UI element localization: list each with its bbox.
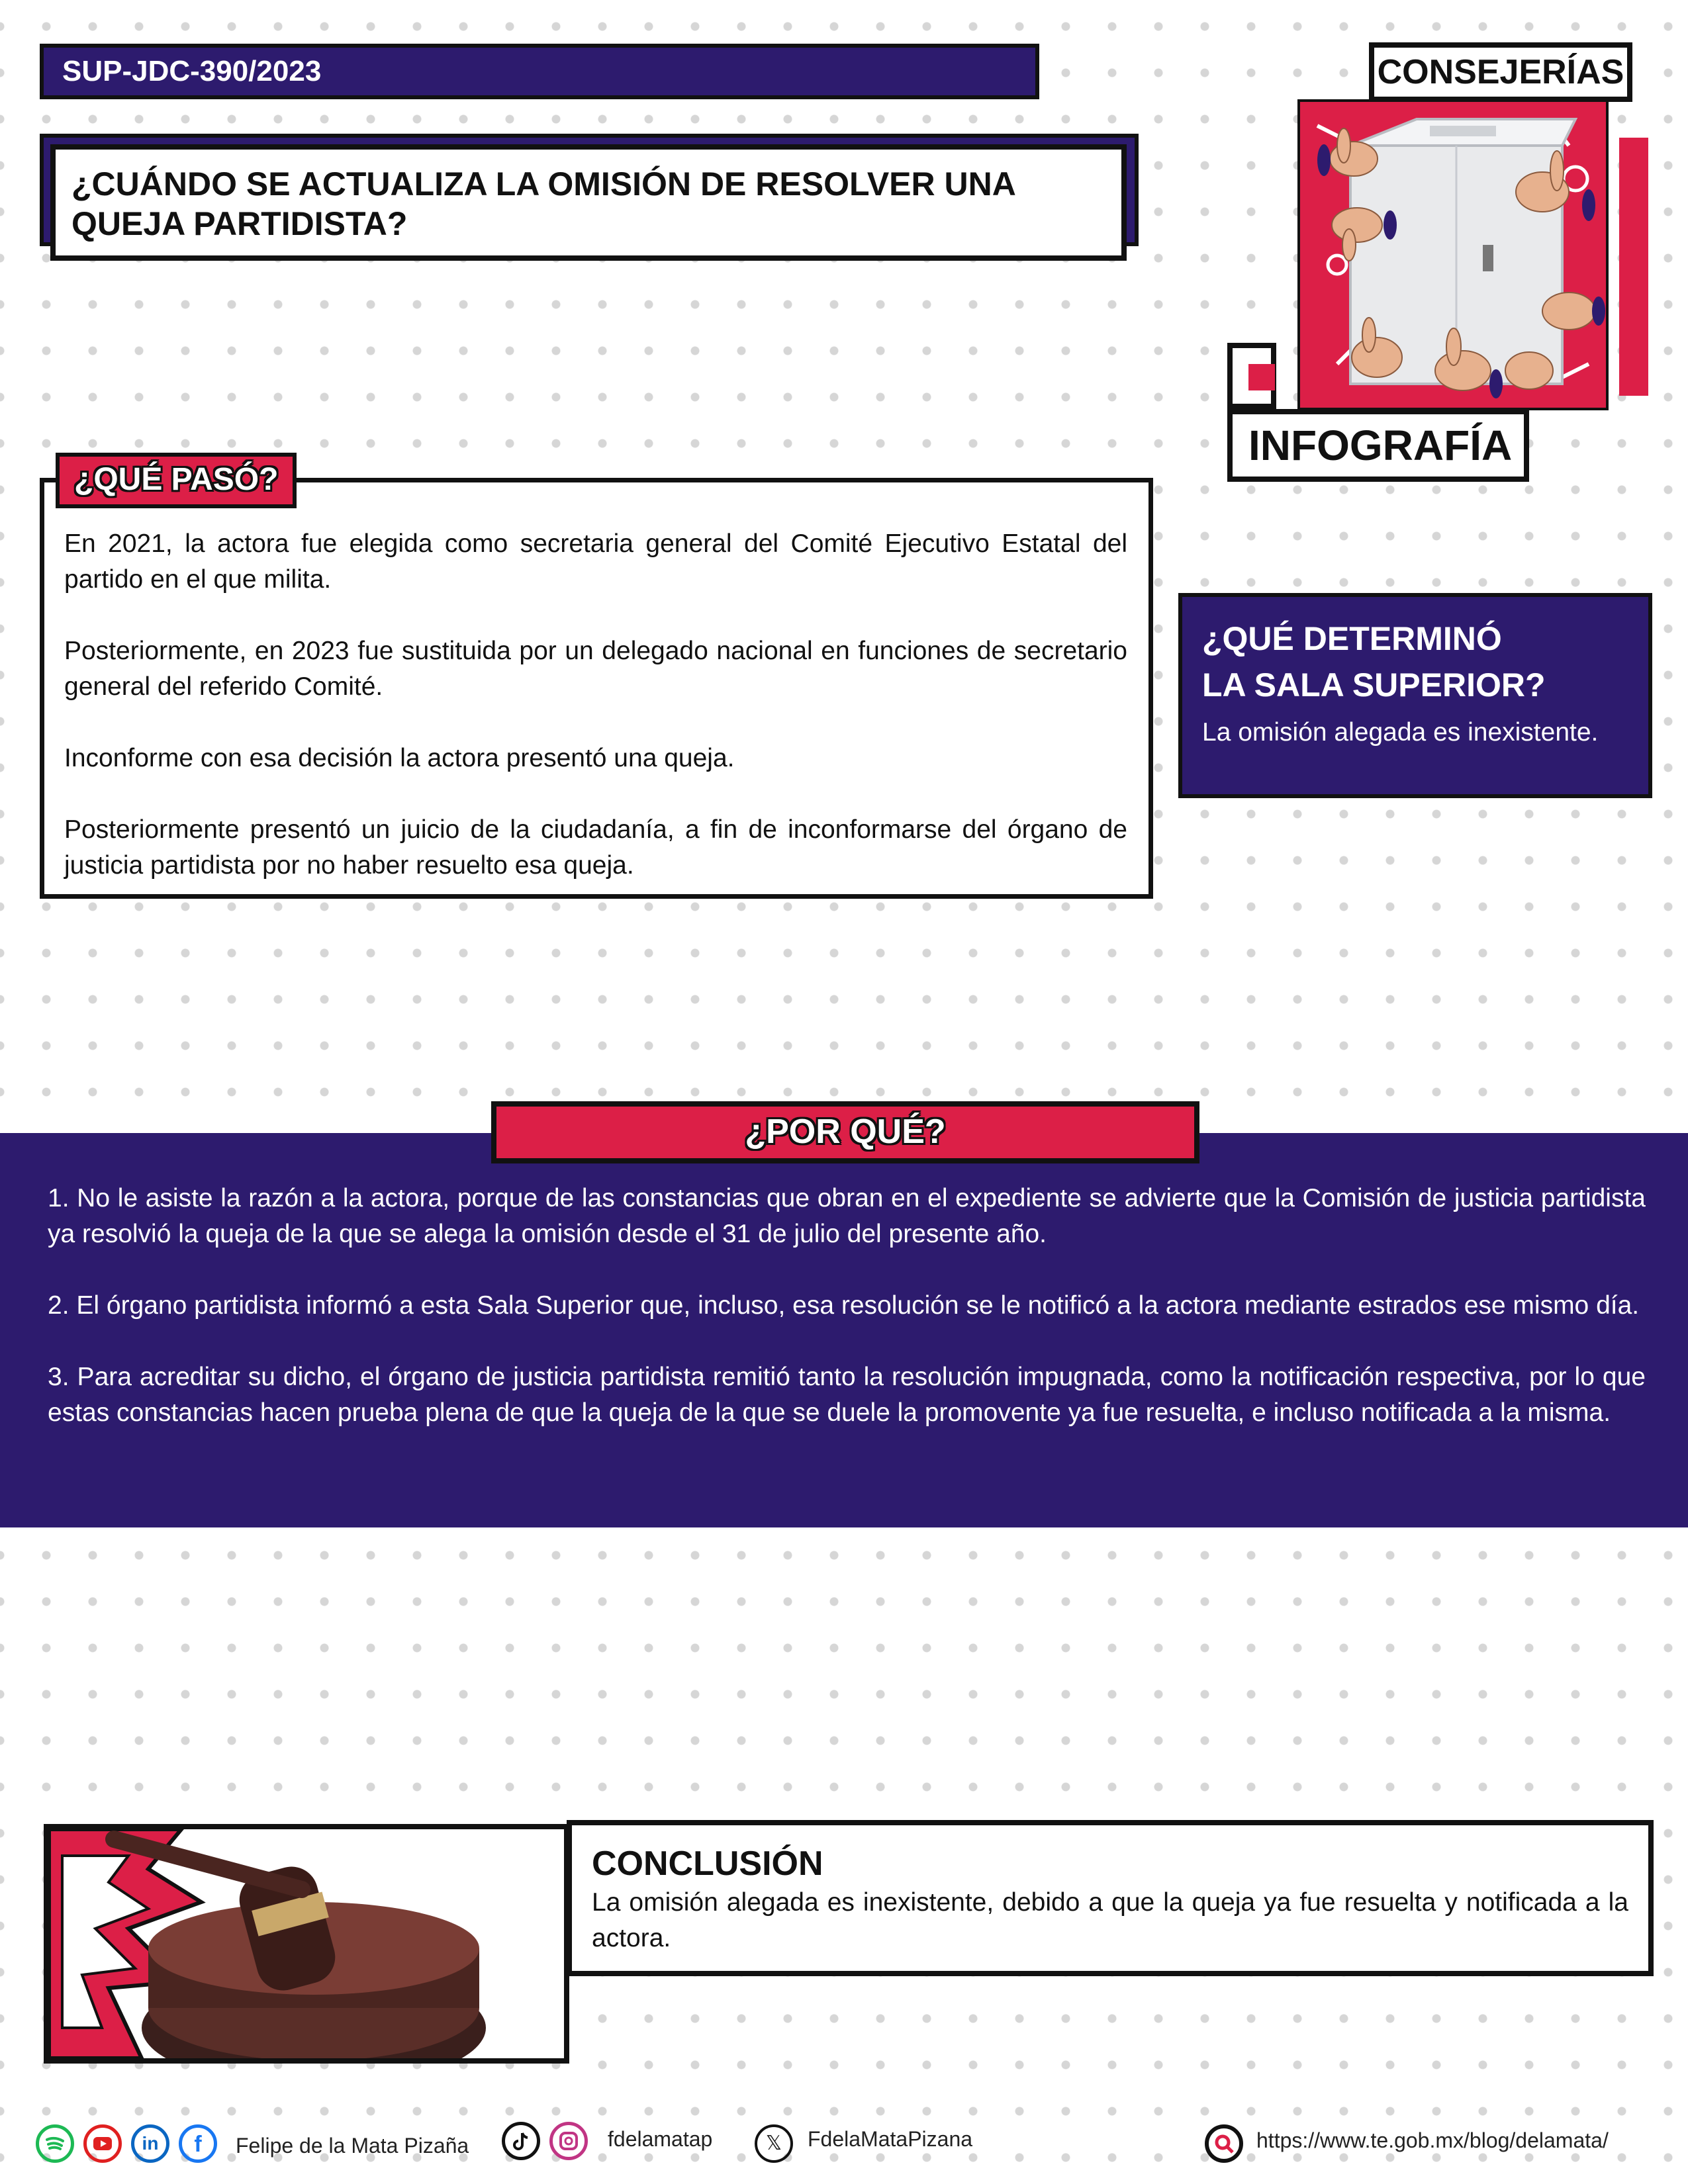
conclusion-text: La omisión alegada es inexistente, debido a que la queja ya fue resuelta y notificada a la actora. [592, 1888, 1628, 1952]
gavel-image [44, 1824, 569, 2064]
footer-name: Felipe de la Mata Pizaña [236, 2134, 469, 2158]
que-paso-box [40, 478, 1153, 899]
footer-handle: fdelamatap [608, 2127, 713, 2151]
que-determino-box [1178, 593, 1652, 798]
conclusion-box [567, 1820, 1654, 1976]
que-paso-label: ¿QUÉ PASÓ? [56, 453, 297, 508]
que-determino-title-line: LA SALA SUPERIOR? [1202, 666, 1546, 704]
que-determino-title-line: ¿QUÉ DETERMINÓ [1202, 620, 1502, 657]
page-title: ¿CUÁNDO SE ACTUALIZA LA OMISIÓN DE RESOLVER UNA QUEJA PARTIDISTA? [50, 144, 1127, 261]
case-number-bar [40, 44, 1039, 99]
que-paso-paragraph: Inconforme con esa decisión la actora presentó una queja. [64, 744, 735, 772]
que-paso-paragraph: En 2021, la actora fue elegida como secretaria general del Comité Ejecutivo Estatal del partido en el que milita. [64, 529, 1127, 594]
por-que-paragraph: 2. El órgano partidista informó a esta Sala Superior que, incluso, esa resolución se le notificó a la actora mediante estrados ese mismo día. [48, 1291, 1640, 1320]
tiktok-icon[interactable] [502, 2122, 540, 2160]
youtube-icon[interactable] [83, 2124, 122, 2163]
facebook-icon[interactable]: f [179, 2124, 217, 2163]
que-determino-title [1202, 615, 1628, 708]
case-number: SUP-JDC-390/2023 [62, 55, 322, 87]
que-determino-text: La omisión alegada es inexistente. [1202, 718, 1599, 747]
section-label-consejerias: CONSEJERÍAS [1369, 42, 1632, 102]
search-icon[interactable] [1205, 2124, 1243, 2163]
por-que-section [0, 1133, 1688, 1527]
spotify-icon[interactable] [36, 2124, 74, 2163]
footer-x-handle: FdelaMataPizana [808, 2127, 973, 2151]
por-que-paragraph: 1. No le asiste la razón a la actora, porque de las constancias que obran en el expediente se advierte que la Comisión de justicia partidista ya resolvió la queja de la que se alega la omisión desde el 31 de julio del presente año. [48, 1184, 1646, 1248]
footer-url[interactable]: https://www.te.gob.mx/blog/delamata/ [1256, 2128, 1609, 2152]
section-label-infografia: INFOGRAFÍA [1227, 409, 1529, 482]
que-paso-paragraph: Posteriormente presentó un juicio de la ciudadanía, a fin de inconformarse del órgano de justicia partidista por no haber resuelto esa queja. [64, 815, 1127, 880]
por-que-label: ¿POR QUÉ? [491, 1101, 1199, 1163]
ballot-box-thumbs-image [1297, 99, 1609, 410]
decorative-square [1248, 364, 1275, 390]
conclusion-title: CONCLUSIÓN [592, 1844, 823, 1883]
linkedin-icon[interactable]: in [131, 2124, 169, 2163]
instagram-icon[interactable] [549, 2122, 588, 2160]
que-paso-paragraph: Posteriormente, en 2023 fue sustituida por un delegado nacional en funciones de secretario general del referido Comité. [64, 637, 1127, 701]
por-que-paragraph: 3. Para acreditar su dicho, el órgano de justicia partidista remitió tanto la resolución impugnada, como la notificación respectiva, por lo que estas constancias hacen prueba plena de que la queja de la que se duele la promovente ya fue resuelta, e incluso notificada a la misma. [48, 1363, 1646, 1427]
x-icon[interactable]: 𝕏 [755, 2124, 793, 2163]
gavel-icon [49, 1829, 564, 2058]
decorative-stripe [1619, 138, 1648, 396]
